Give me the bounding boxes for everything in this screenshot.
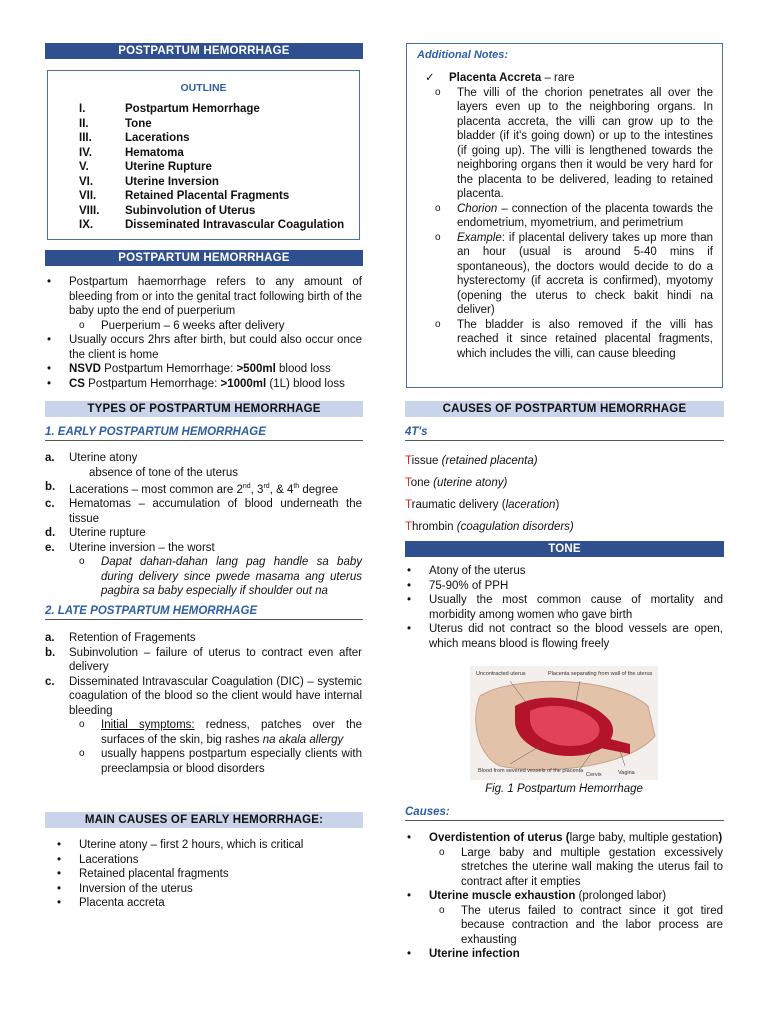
- notes-content: [425, 71, 713, 361]
- four-t-letter: T: [405, 455, 412, 467]
- outline-item: [79, 175, 359, 190]
- four-t-word: issue: [411, 455, 442, 467]
- outline-item-label: Tone: [125, 117, 152, 130]
- types-header: TYPES OF POSTPARTUM HEMORRHAGE: [45, 401, 363, 417]
- four-t-note: (retained placenta): [441, 455, 538, 467]
- outline-item-label: Subinvolution of Uterus: [125, 204, 256, 217]
- list-item: • Overdistention of uterus (large baby, multiple gestation) o Large baby and multiple gestation excessively stretches the uterine wall making the uterus fail to contract after it empties: [405, 831, 723, 889]
- additional-notes-box: [406, 43, 723, 388]
- outline-item-label: Postpartum Hemorrhage: [125, 103, 260, 115]
- outline-item-label: Uterine Inversion: [125, 175, 219, 188]
- outline-item-number: II.: [79, 117, 89, 130]
- outline-item: [79, 160, 359, 175]
- early-c: Hematomas – accumulation of blood underneath the tissue: [69, 498, 362, 525]
- pph-occurs: Usually occurs 2hrs after birth, but could also occur once the client is home: [69, 334, 362, 361]
- list-item: • Atony of the uterus: [405, 564, 723, 579]
- cause-1-label: Overdistention of uterus: [429, 832, 563, 844]
- list-item: [431, 86, 713, 202]
- main-causes-header: MAIN CAUSES OF EARLY HEMORRHAGE:: [45, 812, 363, 828]
- cause-2-tail: (prolonged labor): [575, 890, 667, 902]
- cs-text: Postpartum Hemorrhage:: [84, 377, 221, 390]
- four-t-letter: T: [405, 477, 411, 489]
- four-t-list: [405, 450, 724, 538]
- example-label: Example: [457, 231, 502, 244]
- outline-item-label: Disseminated Intravascular Coagulation: [125, 219, 345, 231]
- accreta-line: [425, 71, 713, 86]
- cause-1-tail: large baby, multiple gestation: [569, 832, 719, 844]
- outline-item: [79, 204, 359, 219]
- early-e-note: Dapat dahan-dahan lang pag handle sa baby during delivery since pwede masama ang uterus pagbira sa baby especially if shoulder out na: [101, 556, 362, 598]
- late-pph-title: 2. LATE POSTPARTUM HEMORRHAGE: [45, 605, 363, 620]
- early-pph-list: a. Uterine atony absence of tone of the uterus b. Lacerations – most common are 2nd, 3rd, & 4th degree c. Hematomas – accumulation of blood underneath the tissue d. Uterine rupture e. Uterine inversion – the worst o Dapat dahan-dahan lang pag handle sa baby during delivery since pwede masama ang uterus pagbira sa baby especially if shoulder out na: [45, 451, 362, 599]
- cause-2-sub: The uterus failed to contract since it got tired because contraction and the labor process are exhausting: [461, 904, 723, 946]
- nsvd-text: Postpartum Hemorrhage:: [100, 363, 237, 375]
- list-item: [45, 275, 362, 333]
- causes-title: Causes:: [405, 806, 724, 821]
- causes-header: CAUSES OF POSTPARTUM HEMORRHAGE: [405, 401, 724, 417]
- four-t-note: laceration: [505, 499, 556, 511]
- tone-header: TONE: [405, 541, 724, 557]
- four-t-note: (uterine atony): [433, 477, 508, 489]
- outline-item: [79, 146, 359, 161]
- four-t-title: 4T's: [405, 426, 724, 441]
- list-item: • Uterine atony – first 2 hours, which is critical: [55, 838, 362, 853]
- outline-item-number: VI.: [79, 175, 94, 188]
- figure-caption: Fig. 1 Postpartum Hemorrhage: [485, 783, 643, 795]
- outline-heading: OUTLINE: [180, 82, 227, 94]
- cs-value: >1000ml: [220, 377, 267, 390]
- list-item: • Lacerations: [55, 853, 362, 868]
- list-item: • 75-90% of PPH: [405, 579, 723, 594]
- four-t-item: [405, 472, 724, 494]
- cs-label: CS: [69, 377, 85, 390]
- figure-label-cervix: Cervix: [586, 772, 602, 778]
- accreta-sub4: The bladder is also removed if the villi has reached it since retained placental fragments, which includes the villi, can cause bleeding: [457, 318, 713, 360]
- list-item: • Placenta accreta: [55, 896, 362, 911]
- outline-item-number: I.: [79, 103, 86, 115]
- four-t-word: hrombin: [412, 521, 457, 533]
- four-t-letter: T: [405, 521, 413, 533]
- causes-list: [405, 831, 723, 962]
- list-item: [45, 362, 362, 377]
- cause-1-sub: Large baby and multiple gestation excessively stretches the uterine wall making the uterus fail to contract after it empties: [461, 846, 723, 888]
- figure-label-blood: Blood from severed vessels of the placenta: [478, 768, 584, 774]
- chorion-text: – connection of the placenta towards the endometrium, myometrium, and perimetrium: [457, 202, 713, 229]
- outline-item: [79, 117, 359, 132]
- outline-list: [79, 102, 359, 233]
- list-item: [75, 718, 362, 747]
- list-item: [405, 947, 723, 962]
- accreta-sub1: The villi of the chorion penetrates all over the layers even up to the neighboring organs. In placenta accreta, the villi can grow up to the bladder (if it's going down) or up to the intestines (if going up). The villi is lengthened towards the neighboring organs then it would be very hard for the placenta to be delivered, leading to retained placenta.: [457, 86, 713, 200]
- outline-item: [79, 131, 359, 146]
- late-pph-list: a. Retention of Fragements b. Subinvolution – failure of uterus to contract even after delivery c. Disseminated Intravascular Coagulation (DIC) – systemic coagulation of the blood so the client would have internal bleeding o Initial symptoms: redness, patches over the surfaces of the skin, big rashes na akala allergy o usually happens postpartum especially clients with preeclampsia or blood disorders: [45, 631, 362, 776]
- outline-item-number: VIII.: [79, 204, 100, 217]
- outline-item-number: V.: [79, 161, 89, 173]
- early-pph-title: 1. EARLY POSTPARTUM HEMORRHAGE: [45, 426, 363, 441]
- list-item: [431, 231, 713, 318]
- puerperium-note: Puerperium – 6 weeks after delivery: [101, 319, 285, 332]
- list-item: [75, 747, 362, 776]
- outline-item: [79, 189, 359, 204]
- list-item: [75, 319, 362, 334]
- outline-item-label: Uterine Rupture: [125, 161, 212, 173]
- list-item: • Uterus did not contract so the blood vessels are open, which means blood is flowing freely: [405, 622, 723, 651]
- outline-item-number: IV.: [79, 146, 93, 159]
- outline-item-number: VII.: [79, 190, 97, 202]
- figure-label-vagina: Vagina: [618, 770, 635, 776]
- outline-item-label: Lacerations: [125, 132, 190, 144]
- pph-section: [45, 275, 362, 391]
- late-c: Disseminated Intravascular Coagulation (DIC) – systemic coagulation of the blood so the client would have internal bleeding: [69, 675, 362, 717]
- outline-item: [79, 218, 359, 233]
- nsvd-label: NSVD: [69, 363, 101, 375]
- four-t-item: [405, 516, 724, 538]
- check-icon: ✓: [425, 72, 435, 84]
- main-causes-list: [55, 838, 362, 911]
- cause-2-label: Uterine muscle exhaustion: [429, 890, 576, 902]
- pph-header: POSTPARTUM HEMORRHAGE: [45, 250, 363, 266]
- early-b: Lacerations – most common are 2nd, 3rd, & 4th degree: [69, 483, 339, 496]
- tone-list: [405, 564, 723, 651]
- figure-label-placenta: Placenta separating from wall of the uterus: [548, 671, 653, 677]
- late-a: Retention of Fragements: [69, 632, 196, 644]
- outline-item: [79, 102, 359, 117]
- initial-symptoms-label: Initial symptoms:: [101, 719, 195, 731]
- figure-label-uncontracted: Uncontracted uterus: [476, 671, 526, 677]
- list-item: • Inversion of the uterus: [55, 882, 362, 897]
- list-item: [431, 318, 713, 362]
- outline-item-number: IX.: [79, 219, 94, 231]
- pph-definition: Postpartum haemorrhage refers to any amount of bleeding from or into the genital tract following birth of the baby upto the end of puerperium: [69, 276, 362, 317]
- late-b: Subinvolution – failure of uterus to contract even after delivery: [69, 646, 362, 673]
- four-t-note: (coagulation disorders): [456, 521, 574, 533]
- outline-box: [47, 70, 360, 240]
- accreta-label: Placenta Accreta: [449, 72, 542, 84]
- four-t-item: [405, 450, 724, 472]
- nsvd-value: >500ml: [236, 363, 276, 375]
- example-text: : if placental delivery takes up more than an hour (usual is around 5-40 mins if spontaneous), the doctors would decide to do a hysterectomy (if accreta is confirmed), myotomy (opening the uterus to check bakit hindi na deliver): [457, 231, 713, 316]
- initial-symptoms-italic: na akala allergy: [262, 733, 344, 746]
- list-item: • Retained placental fragments: [55, 867, 362, 882]
- nsvd-tail: blood loss: [275, 363, 331, 375]
- four-t-end: ): [555, 499, 560, 511]
- early-a: Uterine atony: [69, 452, 138, 464]
- accreta-tail: – rare: [541, 72, 575, 84]
- outline-item-number: III.: [79, 132, 92, 144]
- list-item: [45, 377, 362, 392]
- outline-item-label: Retained Placental Fragments: [125, 190, 290, 202]
- dic-note: usually happens postpartum especially clients with preeclampsia or blood disorders: [101, 748, 362, 775]
- notes-title: Additional Notes:: [417, 49, 509, 61]
- list-item: [431, 202, 713, 231]
- four-t-letter: T: [405, 499, 412, 511]
- cs-tail: (1L) blood loss: [266, 377, 345, 390]
- early-d: Uterine rupture: [69, 527, 146, 540]
- initial-symptoms-text: redness, patches over the surfaces of the skin, big rashes: [101, 719, 362, 746]
- uterus-illustration: [470, 666, 658, 780]
- list-item: [405, 889, 723, 947]
- pph-figure: [470, 666, 658, 780]
- list-item: [435, 904, 723, 948]
- outline-item-label: Hematoma: [125, 146, 184, 159]
- cause-3-label: Uterine infection: [429, 948, 520, 960]
- early-a-sub: absence of tone of the uterus: [89, 466, 238, 479]
- title-postpartum-hemorrhage: POSTPARTUM HEMORRHAGE: [45, 43, 363, 59]
- list-item: [45, 333, 362, 362]
- list-item: [75, 555, 362, 599]
- early-e: Uterine inversion – the worst: [69, 541, 215, 554]
- four-t-item: [405, 494, 724, 516]
- four-t-word: one: [410, 477, 434, 489]
- chorion-label: Chorion: [457, 202, 498, 215]
- list-item: [435, 846, 723, 890]
- four-t-word: raumatic delivery (: [411, 499, 506, 511]
- list-item: • Usually the most common cause of mortality and morbidity among women who gave birth: [405, 593, 723, 622]
